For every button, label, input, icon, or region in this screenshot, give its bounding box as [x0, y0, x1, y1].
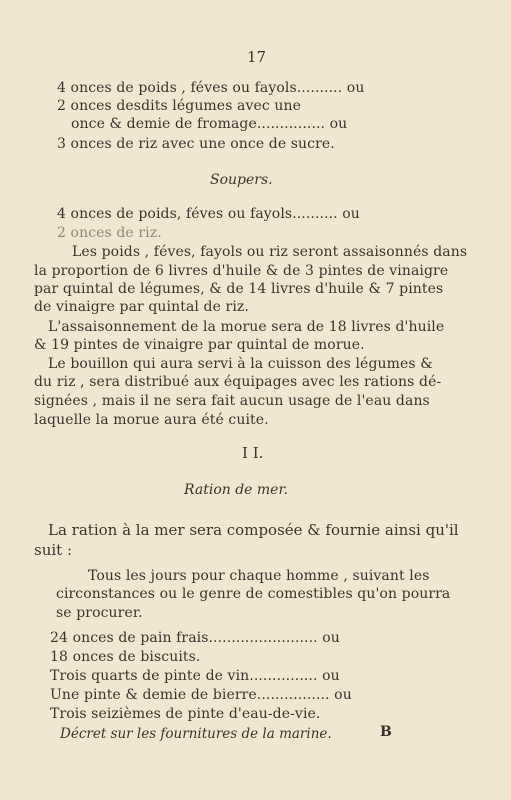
signature-mark: B: [380, 724, 392, 740]
text-line: once & demie de fromage............... ou: [71, 116, 348, 132]
text-line: Les poids , féves, fayols ou riz seront assaisonnés dans: [72, 244, 468, 260]
text-line: par quintal de légumes, & de 14 livres d'huile & 7 pintes: [34, 281, 444, 297]
list-item: Une pinte & demie de bierre................ ou: [50, 687, 352, 703]
list-item: Trois quarts de pinte de vin............... ou: [50, 668, 340, 684]
list-item: 24 onces de pain frais........................ ou: [50, 630, 340, 646]
text-line: La ration à la mer sera composée & fournie ainsi qu'il: [48, 521, 459, 539]
text-line: se procurer.: [56, 605, 143, 621]
text-line: 2 onces de riz.: [57, 225, 162, 241]
text-line: Tous les jours pour chaque homme , suivant les: [88, 568, 430, 584]
text-line: 3 onces de riz avec une once de sucre.: [57, 136, 335, 152]
section-number: I I.: [242, 444, 264, 462]
list-item: 18 onces de biscuits.: [50, 649, 201, 665]
page-number: 17: [247, 48, 267, 66]
text-line: 4 onces de poids , féves ou fayols.......... ou: [57, 80, 365, 96]
section-title: Ration de mer.: [184, 482, 289, 498]
text-line: Le bouillon qui aura servi à la cuisson des légumes &: [48, 356, 433, 372]
footer-title: Décret sur les fournitures de la marine.: [60, 726, 332, 742]
text-line: L'assaisonnement de la morue sera de 18 livres d'huile: [48, 319, 445, 335]
text-line: circonstances ou le genre de comestibles qu'on pourra: [56, 586, 451, 602]
text-line: de vinaigre par quintal de riz.: [34, 299, 249, 315]
list-item: Trois seizièmes de pinte d'eau-de-vie.: [50, 706, 321, 722]
text-line: laquelle la morue aura été cuite.: [34, 412, 269, 428]
section-heading: Soupers.: [210, 172, 273, 188]
text-line: & 19 pintes de vinaigre par quintal de morue.: [34, 337, 365, 353]
text-line: du riz , sera distribué aux équipages avec les rations dé-: [34, 374, 442, 390]
text-line: signées , mais il ne sera fait aucun usage de l'eau dans: [34, 393, 430, 409]
text-line: suit :: [34, 541, 73, 559]
text-line: 2 onces desdits légumes avec une: [57, 98, 301, 114]
text-line: 4 onces de poids, féves ou fayols.......... ou: [57, 206, 360, 222]
text-line: la proportion de 6 livres d'huile & de 3 pintes de vinaigre: [34, 263, 449, 279]
